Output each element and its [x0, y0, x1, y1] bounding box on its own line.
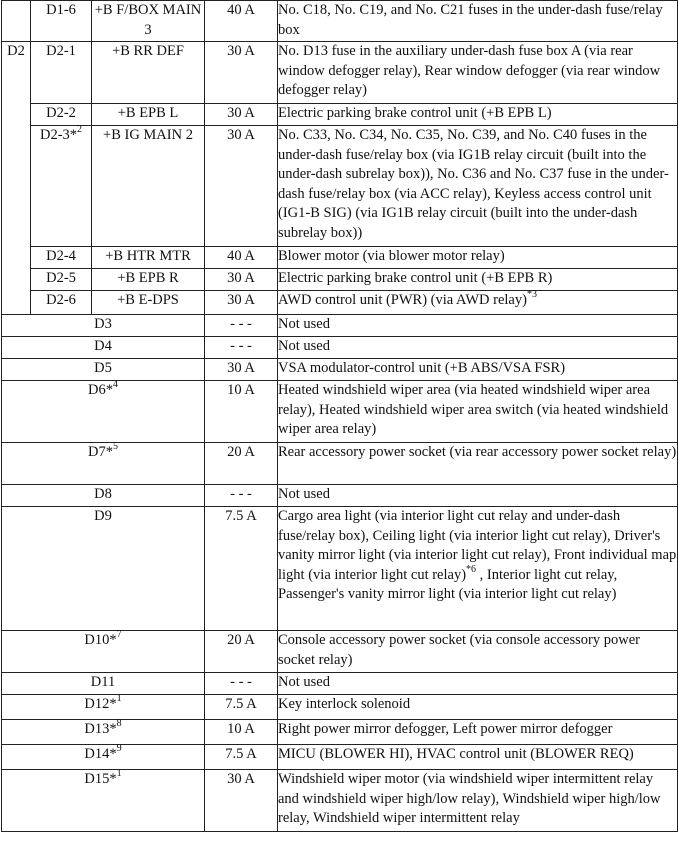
protected-components: Heated windshield wiper area (via heated windshield wiper area relay), Heated windshield wiper area switch (via heated windshield wiper area relay): [278, 381, 678, 443]
protected-components: Not used: [278, 673, 678, 695]
footnote-mark: 8: [116, 718, 122, 730]
protected-components: No. C33, No. C34, No. C35, No. C39, and No. C40 fuses in the under-dash fuse/relay box (via IG1B relay circuit (built into the under-dash subrelay box)), No. C36 and No. C37 fuse in the under-dash fuse/relay box (via ACC relay), Keyless access control unit (IG1-B SIG) (via IG1B relay circuit (built into the under-dash subrelay box)): [278, 126, 678, 247]
table-row: [2, 631, 678, 673]
fuse-id: D3: [2, 315, 205, 337]
fuse-id: [2, 631, 205, 673]
amp-rating: 10 A: [205, 381, 278, 443]
fuse-id: D2-6: [31, 291, 92, 315]
protected-components-text: Cargo area light (via interior light cut relay and under-dash fuse/relay box), Ceiling light (via interior light cut relay), Driver's vanity mirror light (via interior light cut relay), Front individual map light (via interior light cut relay): [278, 508, 677, 583]
table-row: [2, 337, 678, 359]
fuse-id: [2, 770, 205, 832]
table-row: [2, 269, 678, 291]
table-row: [2, 126, 678, 247]
protected-components: Not used: [278, 315, 678, 337]
amp-rating: 40 A: [205, 1, 278, 42]
footnote-mark: 9: [116, 743, 122, 755]
circuit-name: +B HTR MTR: [92, 247, 205, 269]
circuit-name: +B E-DPS: [92, 291, 205, 315]
fuse-id: D2-1: [31, 42, 92, 104]
protected-components: Not used: [278, 485, 678, 507]
protected-components-text-tail: , Interior light cut relay, Passenger's vanity mirror light (via interior light cut relay): [278, 566, 618, 603]
fuse-id: [31, 126, 92, 247]
fuse-id-text: D13*: [84, 721, 117, 737]
fuse-id: [2, 720, 205, 745]
footnote-mark: 1: [116, 768, 122, 780]
fuse-id-text: D15*: [84, 771, 117, 787]
amp-rating: - - -: [205, 673, 278, 695]
protected-components-text: AWD control unit (PWR) (via AWD relay): [278, 292, 527, 308]
table-row: [2, 247, 678, 269]
table-row: [2, 673, 678, 695]
amp-rating: 30 A: [205, 126, 278, 247]
protected-components: Electric parking brake control unit (+B EPB R): [278, 269, 678, 291]
footnote-mark: 4: [112, 379, 118, 391]
protected-components: MICU (BLOWER HI), HVAC control unit (BLOWER REQ): [278, 745, 678, 770]
table-row: [2, 720, 678, 745]
fuse-table: [1, 0, 678, 832]
protected-components: Key interlock solenoid: [278, 695, 678, 720]
fuse-id: D4: [2, 337, 205, 359]
fuse-id: D2-5: [31, 269, 92, 291]
protected-components: Right power mirror defogger, Left power mirror defogger: [278, 720, 678, 745]
amp-rating: 7.5 A: [205, 745, 278, 770]
amp-rating: 30 A: [205, 42, 278, 104]
amp-rating: 10 A: [205, 720, 278, 745]
circuit-name: +B F/BOX MAIN 3: [92, 1, 205, 42]
table-row: [2, 507, 678, 631]
table-row: [2, 104, 678, 126]
circuit-name: +B IG MAIN 2: [92, 126, 205, 247]
fuse-id: D1-6: [31, 1, 92, 42]
footnote-mark: 5: [112, 441, 118, 453]
table-row: [2, 359, 678, 381]
fuse-id: [2, 443, 205, 485]
group-label: D2: [2, 42, 31, 315]
table-row: [2, 745, 678, 770]
protected-components: Electric parking brake control unit (+B EPB L): [278, 104, 678, 126]
fuse-id-text: D10*: [84, 632, 117, 648]
protected-components: [278, 291, 678, 315]
amp-rating: 40 A: [205, 247, 278, 269]
amp-rating: - - -: [205, 485, 278, 507]
protected-components: VSA modulator-control unit (+B ABS/VSA FSR): [278, 359, 678, 381]
amp-rating: 30 A: [205, 359, 278, 381]
amp-rating: 20 A: [205, 443, 278, 485]
fuse-id: D2-2: [31, 104, 92, 126]
table-row: [2, 1, 678, 42]
footnote-mark: 7: [116, 629, 122, 641]
circuit-name: +B EPB L: [92, 104, 205, 126]
table-row: [2, 770, 678, 832]
protected-components: Windshield wiper motor (via windshield wiper intermittent relay and windshield wiper high/low relay), Windshield wiper high/low relay, Windshield wiper intermittent relay: [278, 770, 678, 832]
amp-rating: - - -: [205, 315, 278, 337]
amp-rating: - - -: [205, 337, 278, 359]
protected-components: Not used: [278, 337, 678, 359]
amp-rating: 30 A: [205, 104, 278, 126]
circuit-name: +B RR DEF: [92, 42, 205, 104]
footnote-mark: 1: [116, 693, 122, 705]
protected-components: [278, 507, 678, 631]
protected-components: No. C18, No. C19, and No. C21 fuses in the under-dash fuse/relay box: [278, 1, 678, 42]
fuse-id: D2-4: [31, 247, 92, 269]
table-row: [2, 42, 678, 104]
fuse-id-text: D7*: [88, 444, 113, 460]
table-row: [2, 695, 678, 720]
circuit-name: +B EPB R: [92, 269, 205, 291]
footnote-mark: *3: [526, 289, 537, 301]
table-row: [2, 443, 678, 485]
amp-rating: 30 A: [205, 770, 278, 832]
table-row: [2, 485, 678, 507]
protected-components: No. D13 fuse in the auxiliary under-dash fuse box A (via rear window defogger relay), Rear window defogger (via rear window defogger relay): [278, 42, 678, 104]
fuse-id-text: D6*: [88, 382, 113, 398]
table-row: [2, 315, 678, 337]
fuse-id: D9: [2, 507, 205, 631]
fuse-id: [2, 695, 205, 720]
protected-components: Console accessory power socket (via console accessory power socket relay): [278, 631, 678, 673]
table-row: [2, 291, 678, 315]
footnote-mark: 2: [77, 124, 83, 136]
amp-rating: 7.5 A: [205, 507, 278, 631]
amp-rating: 20 A: [205, 631, 278, 673]
amp-rating: 7.5 A: [205, 695, 278, 720]
amp-rating: 30 A: [205, 269, 278, 291]
amp-rating: 30 A: [205, 291, 278, 315]
fuse-id-text: D2-3*: [39, 127, 78, 143]
fuse-id-text: D12*: [84, 696, 117, 712]
fuse-id: [2, 381, 205, 443]
group-cell: [2, 1, 31, 42]
footnote-mark: *6: [466, 563, 477, 575]
fuse-id: D11: [2, 673, 205, 695]
table-row: [2, 381, 678, 443]
protected-components: Rear accessory power socket (via rear accessory power socket relay): [278, 443, 678, 485]
fuse-id: [2, 745, 205, 770]
fuse-id: D8: [2, 485, 205, 507]
protected-components: Blower motor (via blower motor relay): [278, 247, 678, 269]
fuse-id: D5: [2, 359, 205, 381]
fuse-id-text: D14*: [84, 746, 117, 762]
